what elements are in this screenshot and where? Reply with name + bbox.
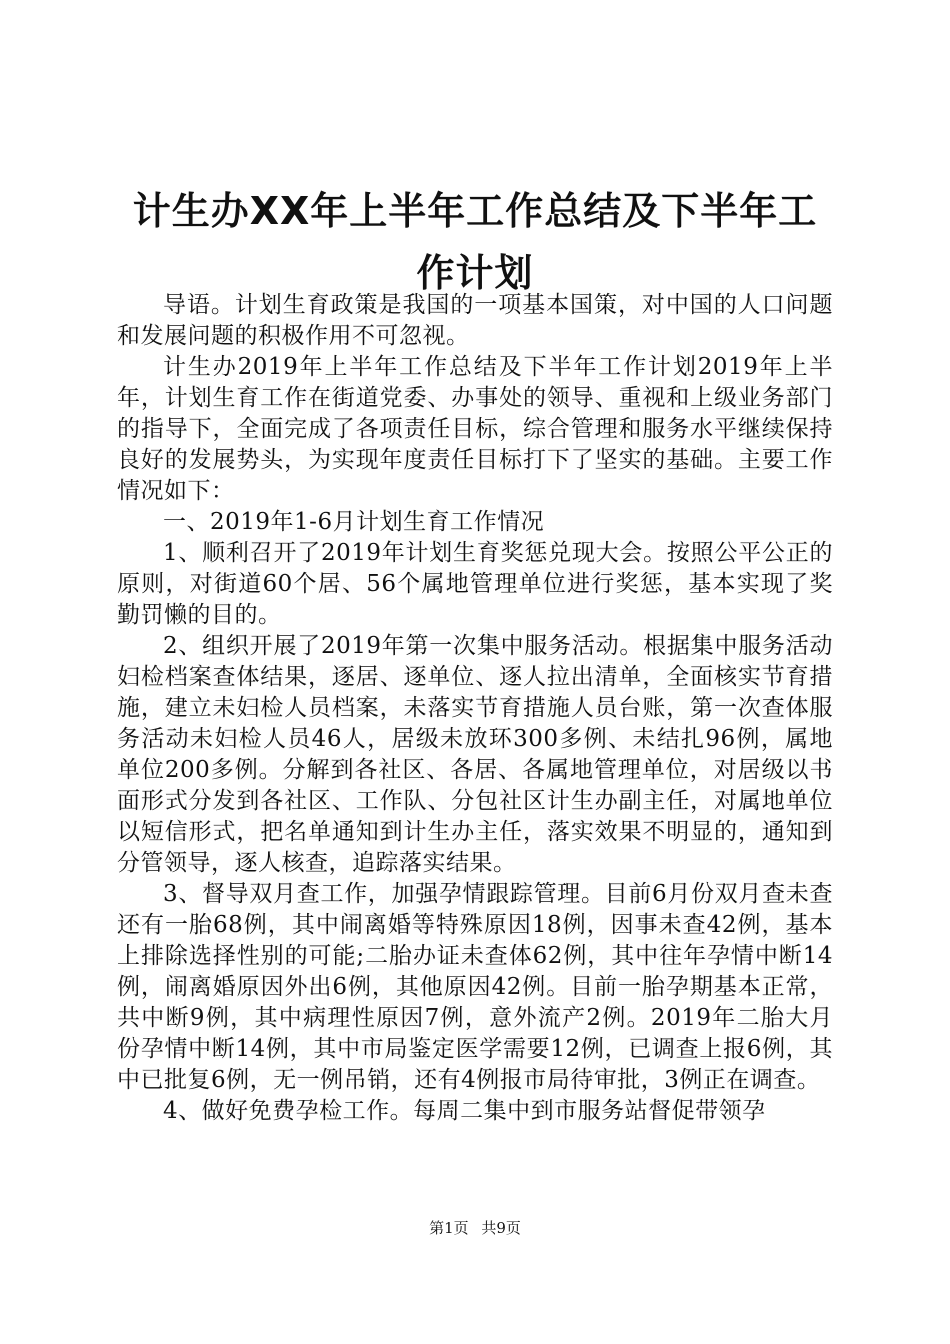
paragraph-intro: 导语。计划生育政策是我国的一项基本国策，对中国的人口问题和发展问题的积极作用不可忽视。 (117, 292, 833, 349)
page-total: 共9页 (481, 1219, 521, 1237)
page-footer (0, 1218, 950, 1238)
document-title: 计生办XX年上半年工作总结及下半年工作计划 (132, 189, 818, 295)
section-heading: 一、2019年1-6月计划生育工作情况 (163, 509, 545, 535)
document-body (117, 290, 833, 1127)
paragraph-summary: 计生办2019年上半年工作总结及下半年工作计划2019年上半年，计划生育工作在街道党委、办事处的领导、重视和上级业务部门的指导下，全面完成了各项责任目标，综合管理和服务水平继续保持良好的发展势头，为实现年度责任目标打下了坚实的基础。主要工作情况如下： (117, 354, 833, 504)
paragraph-item-3: 3、督导双月查工作，加强孕情跟踪管理。目前6月份双月查未查还有一胎68例，其中闹离婚等特殊原因18例，因事未查42例，基本上排除选择性别的可能;二胎办证未查体62例，其中往年孕情中断14例，闹离婚原因外出6例，其他原因42例。目前一胎孕期基本正常，共中断9例，其中病理性原因7例，意外流产2例。2019年二胎大月份孕情中断14例，其中市局鉴定医学需要12例，已调查上报6例，其中已批复6例，无一例吊销，还有4例报市局待审批，3例正在调查。 (117, 881, 833, 1093)
paragraph-item-1: 1、顺利召开了2019年计划生育奖惩兑现大会。按照公平公正的原则，对街道60个居、56个属地管理单位进行奖惩，基本实现了奖勤罚懒的目的。 (117, 540, 833, 628)
paragraph-item-4: 4、做好免费孕检工作。每周二集中到市服务站督促带领孕 (163, 1098, 766, 1124)
paragraph-item-2: 2、组织开展了2019年第一次集中服务活动。根据集中服务活动妇检档案查体结果，逐居、逐单位、逐人拉出清单，全面核实节育措施，建立未妇检人员档案，未落实节育措施人员台账，第一次查体服务活动未妇检人员46人，居级未放环300多例、未结扎96例，属地单位200多例。分解到各社区、各居、各属地管理单位，对居级以书面形式分发到各社区、工作队、分包社区计生办副主任，对属地单位以短信形式，把名单通知到计生办主任，落实效果不明显的，通知到分管领导，逐人核查，追踪落实结果。 (117, 633, 833, 876)
page-number: 第1页 (429, 1219, 469, 1237)
